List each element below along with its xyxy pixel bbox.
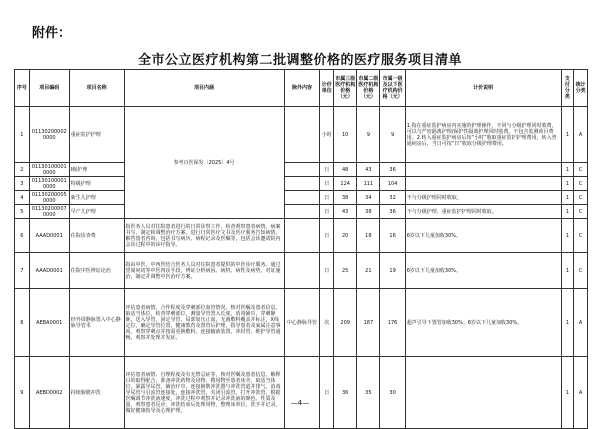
cell-price-l3: 20 <box>334 219 357 253</box>
cell-price-l2: 35 <box>357 357 380 429</box>
cell-notes: 不与分级护理、重症监护护理同时收取。 <box>405 205 561 219</box>
table-row <box>15 177 588 191</box>
header-price-l3: 市属三级医疗机构价格（元） <box>334 70 357 107</box>
table-row <box>15 205 588 219</box>
cell-content: 指由中医、中西医结合医务人员对住院患者提供的中医诊疗服务。通过望闻问切等中医四诊手段，辨证分析病因、病机、病性及病势，对证施治，制定并调整中医治疗方案。 <box>124 253 284 289</box>
page-number: —4— <box>290 399 310 407</box>
cell-unit: 日 <box>320 191 334 205</box>
cell-cat: A <box>574 107 588 163</box>
header-cat: 统计分类 <box>574 70 588 107</box>
cell-seq: 5 <box>15 205 30 219</box>
cell-pay: 1 <box>561 163 574 177</box>
cell-name: 住院中医辨证论治 <box>69 253 124 289</box>
cell-name: 特级护理 <box>69 177 124 191</box>
cell-notes: 6岁以下儿童加收30%。 <box>405 253 561 289</box>
cell-price-l3: 10 <box>334 107 357 163</box>
cell-exclusions <box>284 191 320 205</box>
header-notes: 计价说明 <box>405 70 561 107</box>
cell-cat: A <box>574 289 588 357</box>
cell-pay: 1 <box>561 253 574 289</box>
cell-price-l2: 34 <box>357 191 380 205</box>
cell-price-l1: 19 <box>380 253 405 289</box>
cell-code: AAAD0001 <box>29 253 69 289</box>
cell-exclusions <box>284 357 320 429</box>
cell-unit: 日 <box>320 205 334 219</box>
cell-code: AEBD0002 <box>29 357 69 429</box>
cell-exclusions: 中心静脉导管 <box>284 289 320 357</box>
cell-price-l2: 21 <box>357 253 380 289</box>
cell-price-l2: 187 <box>357 289 380 357</box>
cell-price-l3: 48 <box>334 163 357 177</box>
cell-price-l2: 18 <box>357 219 380 253</box>
cell-notes: 1.指在重症监护病房内实施的护理操作，不同与分级护理同时收费，可以与严密隔离护理/保护性隔离护理同时收费。不包含监测项目费用。2.转入重症监护病房后按“小时”收取重症监护护理费用，转入普通病房后，当日可按“日”收取分级护理费用。 <box>405 107 561 163</box>
cell-code: 011302000050000 <box>29 191 69 205</box>
cell-seq: 3 <box>15 177 30 191</box>
cell-exclusions <box>284 205 320 219</box>
cell-content: 评估患者病情、合作程度及穿刺部位血管情况，核对医嘱及患者信息，取适当体位，检查穿刺部位，测量导管置入长度，消毒铺巾，穿刺静脉，送入导管，固定导管，局部加压止血，无菌敷料覆盖并标注，X线定位，确定导管位置，健康教育及置管后护理，指导患者及家属注意事项，观察穿刺点并按需更换敷料，连接输液装置，冲封管，维护导管通畅，观察并处理并发症。 <box>124 289 284 357</box>
cell-seq: 2 <box>15 163 30 177</box>
header-seq: 序号 <box>15 70 30 107</box>
cell-price-l3: 38 <box>334 191 357 205</box>
cell-unit: 日 <box>320 177 334 191</box>
cell-unit: 日 <box>320 253 334 289</box>
table-row <box>15 219 588 253</box>
cell-price-l3: 36 <box>334 357 357 429</box>
cell-notes: 6岁以下儿童加收30%。 <box>405 219 561 253</box>
cell-price-l1: 16 <box>380 219 405 253</box>
cell-price-l1: 30 <box>380 357 405 429</box>
cell-price-l2: 111 <box>357 177 380 191</box>
cell-name: Ⅰ级护理 <box>69 163 124 177</box>
cell-pay: 1 <box>561 205 574 219</box>
cell-code: AEBA0001 <box>29 289 69 357</box>
cell-unit: 次 <box>320 289 334 357</box>
table-row <box>15 191 588 205</box>
cell-price-l3: 124 <box>334 177 357 191</box>
cell-seq: 1 <box>15 107 30 163</box>
cell-pay: 1 <box>561 107 574 163</box>
cell-price-l1: 32 <box>380 191 405 205</box>
cell-pay: 1 <box>561 357 574 429</box>
header-unit: 计价单位 <box>320 70 334 107</box>
cell-cat: C <box>574 219 588 253</box>
cell-cat: C <box>574 253 588 289</box>
cell-code: 011301000010000 <box>29 163 69 177</box>
cell-pay: 1 <box>561 289 574 357</box>
cell-exclusions <box>284 253 320 289</box>
table-row <box>15 357 588 429</box>
cell-notes <box>405 357 561 429</box>
cell-shared-content: 参考百医保发〔2025〕4号 <box>124 107 284 219</box>
header-price-l1: 市属一级及以下医疗机构价格（元） <box>380 70 405 107</box>
cell-code: 011302000070000 <box>29 205 69 219</box>
cell-exclusions <box>284 219 320 253</box>
document-title: 全市公立医疗机构第二批调整价格的医疗服务项目清单 <box>137 53 462 68</box>
cell-exclusions <box>284 177 320 191</box>
cell-cat: A <box>574 357 588 429</box>
cell-price-l3: 25 <box>334 253 357 289</box>
cell-content: 评估患者病情、自理程度及有无禁忌症等，核对医嘱及患者信息，解释目的取得配合，准备冲洗药物及用物，携用物至患者床旁，取适当体位，暴露导尿管，铺治疗巾，连接膀胱冲洗器与冲洗管道并排气，消毒导尿管与引流管连接处，连接冲洗管，夹闭引流管，打开冲洗管，根据医嘱调节冲洗液速度，冲洗过程中观察并记录冲洗液的颜色、性质及量，观察患者反应，冲洗结束后处理用物，整理床单位，洗手并记录。做好健康指导及心理护理。 <box>124 357 284 429</box>
cell-price-l2: 9 <box>357 107 380 163</box>
header-pay: 支付分类 <box>561 70 574 107</box>
header-name: 项目名称 <box>69 70 124 107</box>
header-price-l2: 市属二级医疗机构价格（元） <box>357 70 380 107</box>
cell-cat: C <box>574 163 588 177</box>
table-row <box>15 289 588 357</box>
cell-price-l1: 104 <box>380 177 405 191</box>
cell-pay: 1 <box>561 191 574 205</box>
cell-pay: 1 <box>561 177 574 191</box>
cell-code: 011301000010000 <box>29 177 69 191</box>
attachment-label: 附件： <box>32 26 72 41</box>
cell-exclusions <box>284 163 320 177</box>
cell-price-l2: 38 <box>357 205 380 219</box>
cell-seq: 4 <box>15 191 30 205</box>
cell-price-l2: 43 <box>357 163 380 177</box>
cell-price-l3: 209 <box>334 289 357 357</box>
cell-code: AAAD0001 <box>29 219 69 253</box>
cell-seq: 6 <box>15 219 30 253</box>
cell-name: 持续膀胱冲洗 <box>69 357 124 429</box>
cell-name: 重症监护护理 <box>69 107 124 163</box>
cell-content: 指医务人员对住院患者进行的日常诊察工作，检查观察患者病情，病案书写，制定和调整治疗方案，进行日常医疗文书及医疗服务告知病情，解答患者咨询，包括书写病历、病程记录及医嘱等，包括会诊邀请院内会诊过程中的诊疗指导。 <box>124 219 284 253</box>
table-row <box>15 253 588 289</box>
cell-price-l3: 43 <box>334 205 357 219</box>
cell-unit: 日 <box>320 219 334 253</box>
table-header-row <box>15 70 588 107</box>
cell-seq: 8 <box>15 289 30 357</box>
cell-notes: 不与分级护理同时收取。 <box>405 191 561 205</box>
fee-table <box>14 69 588 429</box>
cell-seq: 9 <box>15 357 30 429</box>
table-row <box>15 163 588 177</box>
cell-seq: 7 <box>15 253 30 289</box>
cell-cat: C <box>574 177 588 191</box>
cell-unit: 日 <box>320 163 334 177</box>
cell-name: 经外周静脉置入中心静脉导管术 <box>69 289 124 357</box>
table-row <box>15 107 588 163</box>
cell-name: 住院诊查费 <box>69 219 124 253</box>
cell-price-l1: 9 <box>380 107 405 163</box>
cell-unit: 小时 <box>320 107 334 163</box>
cell-cat: C <box>574 205 588 219</box>
cell-notes <box>405 163 561 177</box>
cell-unit: 日 <box>320 357 334 429</box>
cell-price-l1: 36 <box>380 205 405 219</box>
header-code: 项目编码 <box>29 70 69 107</box>
header-content: 项目内涵 <box>124 70 284 107</box>
cell-code: 011302000020000 <box>29 107 69 163</box>
cell-exclusions <box>284 107 320 163</box>
cell-cat: C <box>574 191 588 205</box>
cell-price-l1: 36 <box>380 163 405 177</box>
cell-name: 早产儿护理 <box>69 205 124 219</box>
cell-name: 新生儿护理 <box>69 191 124 205</box>
cell-notes: 超声引导下置管加收30%；6岁以下儿童加收30%。 <box>405 289 561 357</box>
cell-notes <box>405 177 561 191</box>
header-exclusions: 除外内容 <box>284 70 320 107</box>
cell-price-l1: 176 <box>380 289 405 357</box>
cell-pay: 1 <box>561 219 574 253</box>
